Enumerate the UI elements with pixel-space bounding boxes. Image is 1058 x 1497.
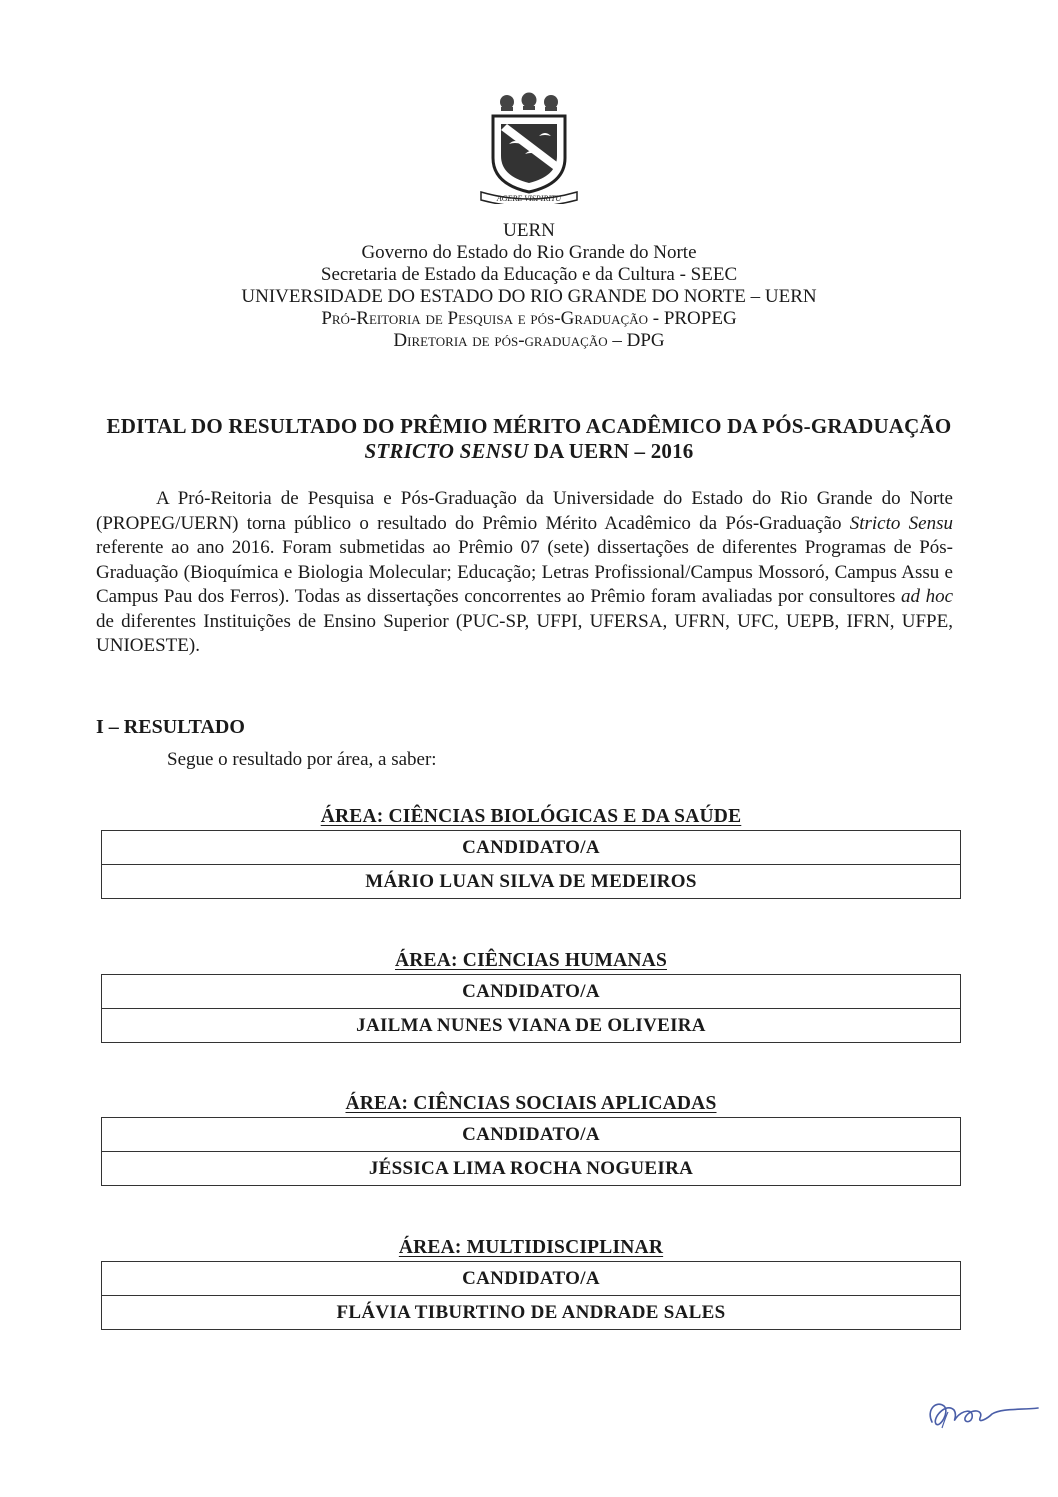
area-table (101, 1261, 961, 1330)
area-block-humanities (101, 948, 961, 1043)
header-line-acronym: UERN (503, 220, 555, 241)
area-table (101, 830, 961, 899)
crest-motto: AGERE VISPIRITU (496, 194, 562, 203)
area-table (101, 974, 961, 1043)
title-line-1: EDITAL DO RESULTADO DO PRÊMIO MÉRITO ACADÊMICO DA PÓS-GRADUAÇÃO (106, 414, 952, 438)
header-line-dpg: Diretoria de pós-graduação – DPG (393, 330, 665, 351)
area-candidate: JÉSSICA LIMA ROCHA NOGUEIRA (368, 1158, 694, 1179)
header-line-university: UNIVERSIDADE DO ESTADO DO RIO GRANDE DO NORTE – UERN (241, 286, 817, 307)
intro-text-3: de diferentes Instituições de Ensino Superior (PUC-SP, UFPI, UFERSA, UFRN, UFC, UEPB, IFRN, UFPE, UNIOESTE). (96, 610, 953, 656)
area-title: ÁREA: MULTIDISCIPLINAR (398, 1237, 664, 1258)
area-table (101, 1117, 961, 1186)
header-line-secretariat: Secretaria de Estado da Educação e da Cultura - SEEC (320, 264, 738, 285)
intro-italic-1: Stricto Sensu (849, 512, 953, 534)
title-line-2 (0, 439, 1058, 464)
area-candidate: JAILMA NUNES VIANA DE OLIVEIRA (356, 1015, 706, 1036)
intro-text-1: A Pró-Reitoria de Pesquisa e Pós-Graduação da Universidade do Estado do Rio Grande do Norte (PROPEG/UERN) torna público o resultado do Prêmio Mérito Acadêmico da Pós-Graduação (96, 488, 953, 534)
area-table-header: CANDIDATO/A (102, 1118, 960, 1152)
area-title: ÁREA: CIÊNCIAS BIOLÓGICAS E DA SAÚDE (320, 806, 742, 827)
header-line-government: Governo do Estado do Rio Grande do Norte (361, 242, 697, 263)
intro-paragraph (96, 487, 953, 659)
title-italic-part: STRICTO SENSU (364, 439, 529, 463)
institution-header (0, 220, 1058, 352)
area-title: ÁREA: CIÊNCIAS HUMANAS (394, 950, 667, 971)
area-table-header: CANDIDATO/A (102, 1262, 960, 1296)
header-line-propeg: Pró-Reitoria de Pesquisa e pós-Graduação - PROPEG (321, 308, 737, 329)
section-intro: Segue o resultado por área, a saber: (167, 749, 437, 770)
handwritten-initials-icon (922, 1388, 1042, 1438)
document-title (0, 414, 1058, 464)
area-block-multidisciplinary (101, 1235, 961, 1330)
section-heading: I – RESULTADO (96, 716, 245, 738)
intro-italic-2: ad hoc (901, 586, 954, 607)
area-candidate: MÁRIO LUAN SILVA DE MEDEIROS (365, 871, 697, 892)
area-block-biological (101, 804, 961, 899)
area-block-social (101, 1091, 961, 1186)
area-candidate: FLÁVIA TIBURTINO DE ANDRADE SALES (336, 1302, 726, 1323)
area-title: ÁREA: CIÊNCIAS SOCIAIS APLICADAS (345, 1093, 717, 1114)
university-crest-icon (479, 92, 579, 204)
area-table-header: CANDIDATO/A (102, 831, 960, 865)
area-table-header: CANDIDATO/A (102, 975, 960, 1009)
title-rest: DA UERN – 2016 (528, 439, 694, 463)
intro-text-2: referente ao ano 2016. Foram submetidas ao Prêmio 07 (sete) dissertações de diferentes Programas de Pós-Graduação (Bioquímica e Biologia Molecular; Educação; Letras Profissional/Campus Mossoró, Campus Assu e Campus Pau dos Ferros). Todas as dissertações concorrentes ao Prêmio foram avaliadas por consultores (96, 537, 953, 607)
